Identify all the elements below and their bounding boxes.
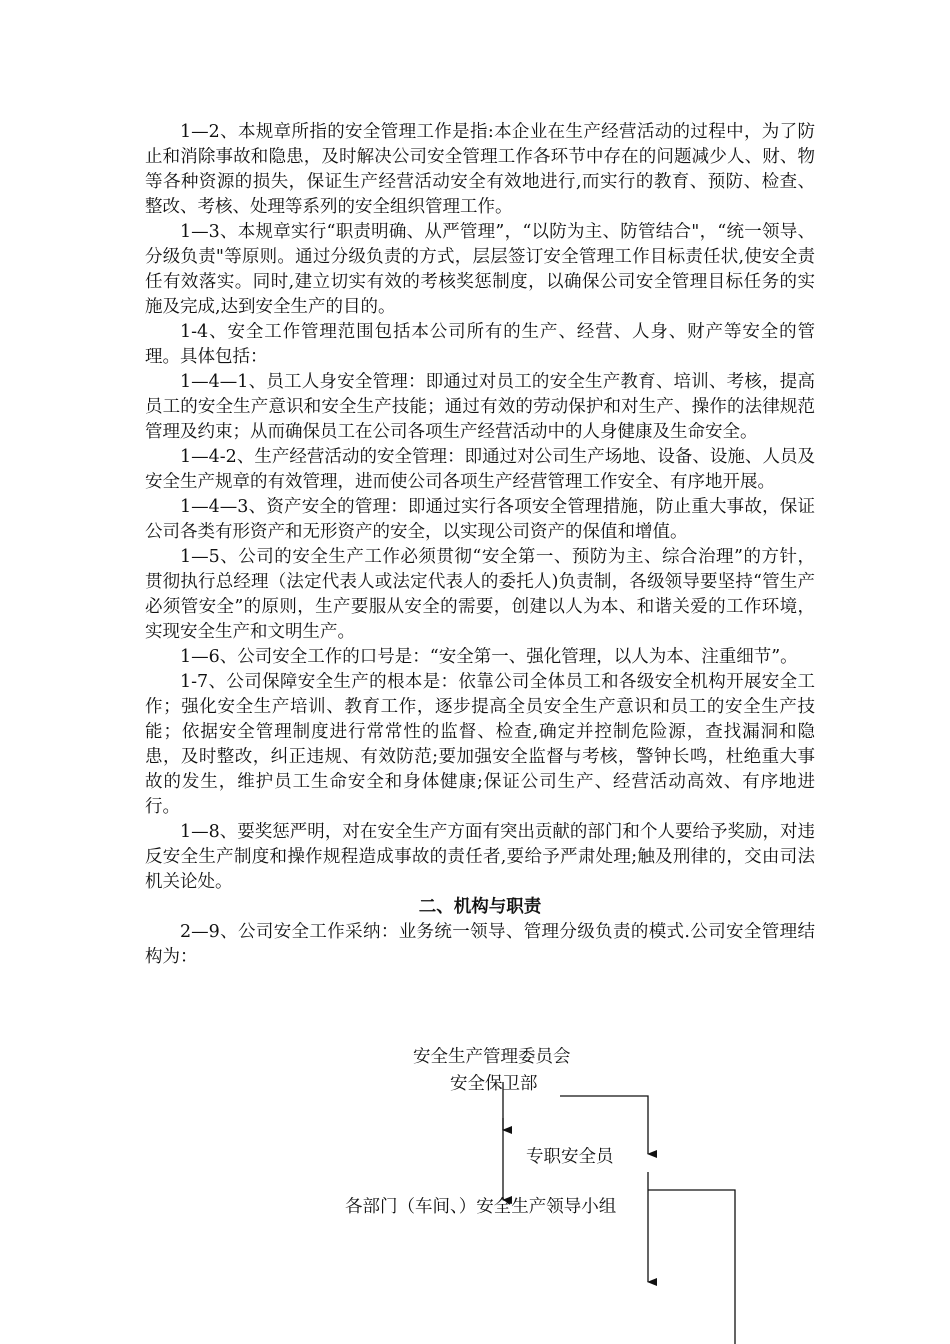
org-node-security-dept: 安全保卫部: [450, 1074, 538, 1094]
section-heading: 二、机构与职责: [418, 897, 542, 917]
paragraph-1-4-2: 1—4-2、生产经营活动的安全管理：即通过对公司生产场地、设备、设施、人员及安全生产规章的有效管理，进而使公司各项生产经营管理工作安全、有序地开展。: [145, 447, 815, 492]
org-node-committee: 安全生产管理委员会: [413, 1047, 571, 1067]
org-node-safety-officer: 专职安全员: [526, 1147, 614, 1167]
paragraph-1-8: 1—8、要奖惩严明，对在安全生产方面有突出贡献的部门和个人要给予奖励，对违反安全生产制度和操作规程造成事故的责任者,要给予严肃处理;触及刑律的，交由司法机关论处。: [145, 822, 815, 892]
paragraph-1-5: 1—5、公司的安全生产工作必须贯彻“安全第一、预防为主、综合治理”的方针，贯彻执行总经理（法定代表人或法定代表人的委托人)负责制，各级领导要坚持“管生产必须管安全”的原则，生产要服从安全的需要，创建以人为本、和谐关爱的工作环境，实现安全生产和文明生产。: [145, 547, 815, 642]
paragraph-2-9: 2—9、公司安全工作采纳：业务统一领导、管理分级负责的模式.公司安全管理结构为：: [145, 922, 815, 967]
connector-right-branch: [648, 1190, 735, 1344]
paragraph-1-4-1: 1—4—1、员工人身安全管理：即通过对员工的安全生产教育、培训、考核，提高员工的安全生产意识和安全生产技能；通过有效的劳动保护和对生产、操作的法律规范管理及约束；从而确保员工在公司各项生产经营活动中的人身健康及生命安全。: [145, 372, 815, 442]
org-node-dept-groups: 各部门（车间、）安全生产领导小组: [345, 1197, 617, 1217]
paragraph-1-4-3: 1—4—3、资产安全的管理：即通过实行各项安全管理措施，防止重大事故，保证公司各类有形资产和无形资产的安全，以实现公司资产的保值和增值。: [145, 497, 815, 542]
paragraph-1-6: 1—6、公司安全工作的口号是：“安全第一、强化管理，以人为本、注重细节”。: [180, 647, 798, 667]
paragraph-1-3: 1—3、本规章实行“职责明确、从严管理”，“以防为主、防管结合"，“统一领导、分级负责"等原则。通过分级负责的方式，层层签订安全管理工作目标责任状,使安全责任有效落实。同时,建立切实有效的考核奖惩制度，以确保公司安全管理目标任务的实施及完成,达到安全生产的目的。: [145, 222, 815, 317]
paragraph-1-4: 1-4、安全工作管理范围包括本公司所有的生产、经营、人身、财产等安全的管理。具体包括：: [145, 322, 815, 367]
paragraph-1-7: 1-7、公司保障安全生产的根本是：依靠公司全体员工和各级安全机构开展安全工作；强化安全生产培训、教育工作，逐步提高全员安全生产意识和员工的安全生产技能；依据安全管理制度进行常常性的监督、检查,确定并控制危险源，查找漏洞和隐患，及时整改，纠正违规、有效防范;要加强安全监督与考核，警钟长鸣，杜绝重大事故的发生，维护员工生命安全和身体健康;保证公司生产、经营活动高效、有序地进行。: [145, 672, 815, 817]
paragraph-1-2: 1—2、本规章所指的安全管理工作是指:本企业在生产经营活动的过程中，为了防止和消除事故和隐患，及时解决公司安全管理工作各环节中存在的问题减少人、财、物等各种资源的损失，保证生产经营活动安全有效地进行,而实行的教育、预防、检查、整改、考核、处理等系列的安全组织管理工作。: [145, 122, 815, 217]
